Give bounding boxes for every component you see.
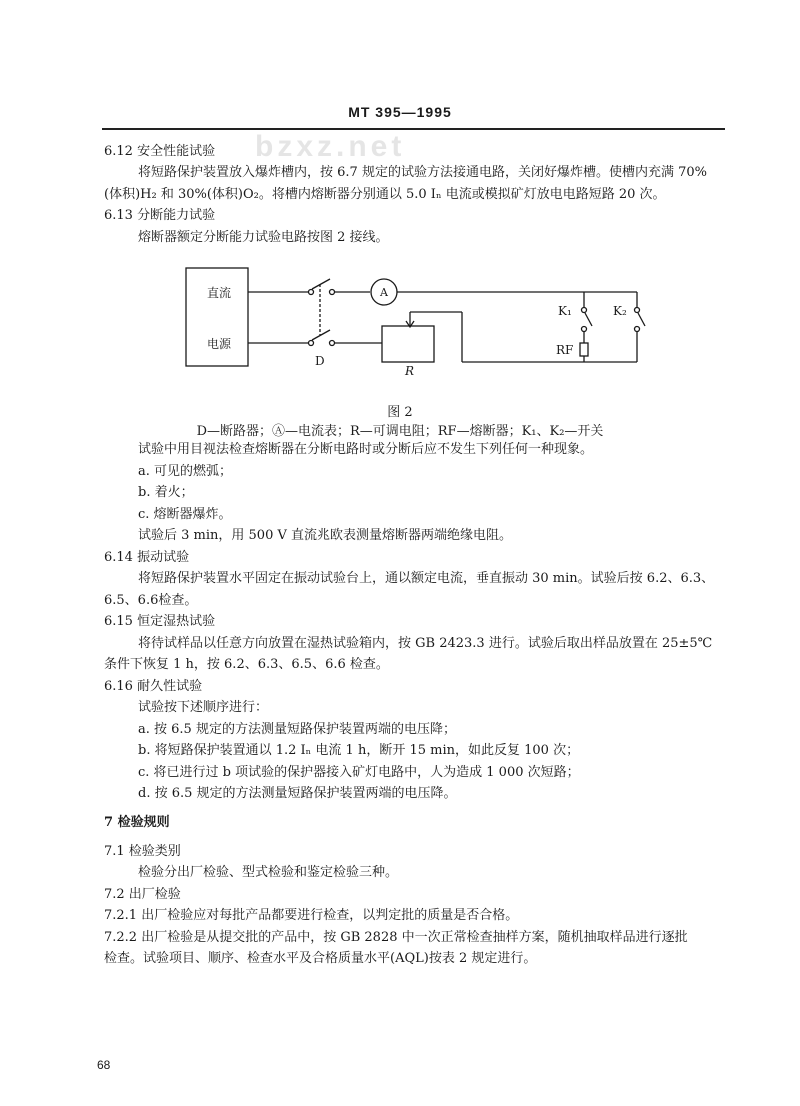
- list-item-b: b. 着火；: [138, 485, 194, 500]
- section-6-12-para-line-1: 将短路保护装置放入爆炸槽内，按 6.7 规定的试验方法接通电路，关闭好爆炸槽。使槽内充满 70%: [138, 165, 707, 180]
- section-6-15-title: 6.15 恒定湿热试验: [104, 614, 216, 629]
- section-7-2-title: 7.2 出厂检验: [104, 887, 181, 902]
- section-6-13-para-3: 试验后 3 min，用 500 V 直流兆欧表测量熔断器两端绝缘电阻。: [138, 528, 512, 543]
- section-7-1-title: 7.1 检验类别: [104, 844, 181, 859]
- page-header: MT 395—1995: [348, 104, 452, 120]
- section-6-13-para: 熔断器额定分断能力试验电路按图 2 接线。: [138, 230, 389, 245]
- figure-title: 图 2: [387, 405, 413, 420]
- fuse-label: RF: [556, 343, 574, 357]
- list-item-c: c. 熔断器爆炸。: [138, 507, 232, 522]
- switch-k2-label: K₂: [613, 304, 627, 318]
- section-6-16-para: 试验按下述顺序进行：: [138, 700, 269, 715]
- dc-source-box: [186, 268, 248, 366]
- section-7-1-para: 检验分出厂检验、型式检验和鉴定检验三种。: [138, 865, 399, 880]
- section-6-13-title: 6.13 分断能力试验: [104, 208, 216, 223]
- section-6-16-title: 6.16 耐久性试验: [104, 679, 203, 694]
- list-item-a: a. 可见的燃弧；: [138, 464, 233, 479]
- fuse-RF: [580, 343, 588, 356]
- breaker-label: D: [315, 354, 325, 368]
- watermark: bzxz.net: [255, 130, 406, 163]
- dc-label-bottom: 电源: [207, 337, 232, 351]
- circuit-diagram: [0, 0, 800, 430]
- section-6-15-para-line-1: 将待试样品以任意方向放置在湿热试验箱内，按 GB 2423.3 进行。试验后取出样品放置在 25±5℃: [138, 636, 713, 651]
- list-item-d: d. 按 6.5 规定的方法测量短路保护装置两端的电压降。: [138, 786, 457, 801]
- section-6-13-para-2: 试验中用目视法检查熔断器在分断电路时或分断后应不发生下列任何一种现象。: [138, 442, 594, 457]
- resistor-label: R: [405, 364, 415, 378]
- list-item-c: c. 将已进行过 b 项试验的保护器接入矿灯电路中，人为造成 1 000 次短路；: [138, 765, 580, 780]
- section-7-2-2-para-line-1: 7.2.2 出厂检验是从提交批的产品中，按 GB 2828 中一次正常检查抽样方案，随机抽取样品进行逐批: [104, 930, 688, 945]
- list-item-b: b. 将短路保护装置通以 1.2 Iₙ 电流 1 h，断开 15 min，如此反复 100 次；: [138, 743, 580, 758]
- list-item-a: a. 按 6.5 规定的方法测量短路保护装置两端的电压降；: [138, 722, 456, 737]
- section-6-12-title: 6.12 安全性能试验: [104, 144, 216, 159]
- section-6-14-para-line-2: 6.5、6.6检查。: [104, 593, 198, 608]
- switch-k1-label: K₁: [558, 304, 572, 318]
- section-6-12-para-line-2: (体积)H₂ 和 30%(体积)O₂。将槽内熔断器分别通以 5.0 Iₙ 电流或模拟矿灯放电电路短路 20 次。: [104, 187, 666, 202]
- section-6-14-para-line-1: 将短路保护装置水平固定在振动试验台上，通以额定电流，垂直振动 30 min。试验后按 6.2、6.3、: [138, 571, 715, 586]
- resistor-R: [382, 326, 434, 362]
- ammeter-label: A: [380, 286, 388, 299]
- figure-legend: D—断路器；Ⓐ—电流表；R—可调电阻；RF—熔断器；K₁、K₂—开关: [196, 424, 604, 439]
- section-6-14-title: 6.14 振动试验: [104, 550, 190, 565]
- section-7-2-1-para: 7.2.1 出厂检验应对每批产品都要进行检查，以判定批的质量是否合格。: [104, 908, 519, 923]
- page-number: 68: [97, 1058, 111, 1072]
- section-7-2-2-para-line-2: 检查。试验项目、顺序、检查水平及合格质量水平(AQL)按表 2 规定进行。: [104, 951, 537, 966]
- dc-label-top: 直流: [207, 286, 232, 300]
- section-7-title: 7 检验规则: [104, 815, 170, 830]
- section-6-15-para-line-2: 条件下恢复 1 h，按 6.2、6.3、6.5、6.6 检查。: [104, 657, 389, 672]
